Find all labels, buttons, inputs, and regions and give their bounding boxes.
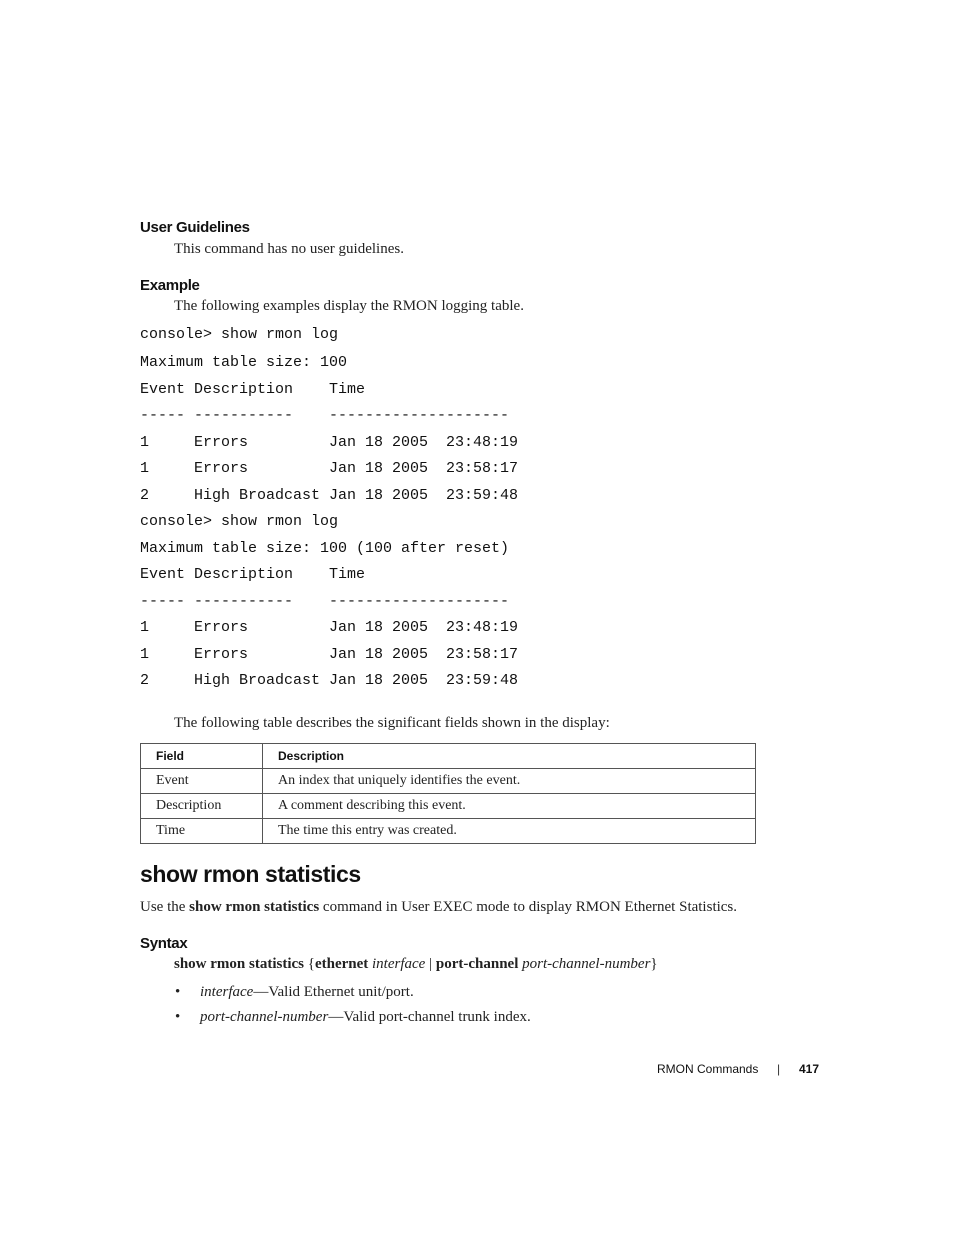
syntax-brace-close: } xyxy=(650,956,658,972)
table-cell-field: Time xyxy=(141,819,263,844)
table-cell-field: Event xyxy=(141,769,263,794)
code-line: 2 High Broadcast Jan 18 2005 23:59:48 xyxy=(140,672,519,689)
bullet-icon: • xyxy=(175,1009,181,1025)
syntax-brace-open: { xyxy=(304,956,315,972)
param-item xyxy=(200,1009,531,1026)
description-prefix: Use the xyxy=(140,899,190,915)
code-line: ----- ----------- -------------------- xyxy=(140,593,510,610)
code-line: 2 High Broadcast Jan 18 2005 23:59:48 xyxy=(140,487,519,504)
param-name: port-channel-number xyxy=(200,1009,329,1025)
bullet-icon: • xyxy=(175,984,181,1000)
table-row xyxy=(141,794,756,819)
description-command: show rmon statistics xyxy=(189,899,320,915)
code-line: console> show rmon log xyxy=(140,326,339,343)
syntax-command: show rmon statistics xyxy=(174,956,304,972)
table-cell-description: The time this entry was created. xyxy=(263,819,756,844)
syntax-heading: Syntax xyxy=(140,935,188,952)
code-line: Event Description Time xyxy=(140,566,366,583)
code-line: 1 Errors Jan 18 2005 23:58:17 xyxy=(140,646,519,663)
code-line: Maximum table size: 100 xyxy=(140,354,348,371)
section-title: show rmon statistics xyxy=(140,861,361,887)
syntax-separator: | xyxy=(425,956,436,972)
description-suffix: command in User EXEC mode to display RMON Ethernet Statistics. xyxy=(319,899,738,915)
code-line: 1 Errors Jan 18 2005 23:58:17 xyxy=(140,460,519,477)
syntax-param-port-channel-number: port-channel-number xyxy=(522,956,651,972)
syntax-keyword-port-channel: port-channel xyxy=(435,956,519,972)
command-description xyxy=(140,899,737,916)
table-row xyxy=(141,819,756,844)
syntax-keyword-ethernet: ethernet xyxy=(314,956,369,972)
footer-separator: | xyxy=(777,1062,781,1076)
table-cell-description: An index that uniquely identifies the event. xyxy=(263,769,756,794)
example-intro: The following examples display the RMON logging table. xyxy=(174,298,524,314)
table-cell-field: Description xyxy=(141,794,263,819)
param-desc: —Valid port-channel trunk index. xyxy=(328,1009,531,1025)
code-line: console> show rmon log xyxy=(140,513,339,530)
example-heading: Example xyxy=(140,277,200,294)
code-line: Event Description Time xyxy=(140,381,366,398)
code-line: 1 Errors Jan 18 2005 23:48:19 xyxy=(140,619,519,636)
column-header-field: Field xyxy=(141,744,263,769)
table-header-row xyxy=(141,744,756,769)
code-line: Maximum table size: 100 (100 after reset) xyxy=(140,540,510,557)
table-cell-description: A comment describing this event. xyxy=(263,794,756,819)
code-line: ----- ----------- -------------------- xyxy=(140,407,510,424)
table-row xyxy=(141,769,756,794)
user-guidelines-heading: User Guidelines xyxy=(140,219,250,236)
user-guidelines-text: This command has no user guidelines. xyxy=(174,241,404,257)
column-header-description: Description xyxy=(263,744,756,769)
param-desc: —Valid Ethernet unit/port. xyxy=(253,984,414,1000)
syntax-param-interface: interface xyxy=(372,956,426,972)
param-item xyxy=(200,984,414,1001)
page-number: 417 xyxy=(799,1062,820,1076)
fields-table xyxy=(140,743,756,844)
code-line: 1 Errors Jan 18 2005 23:48:19 xyxy=(140,434,519,451)
param-name: interface xyxy=(200,984,254,1000)
syntax-line xyxy=(174,956,658,973)
table-intro: The following table describes the significant fields shown in the display: xyxy=(174,715,610,731)
footer-section-name: RMON Commands xyxy=(657,1062,759,1076)
